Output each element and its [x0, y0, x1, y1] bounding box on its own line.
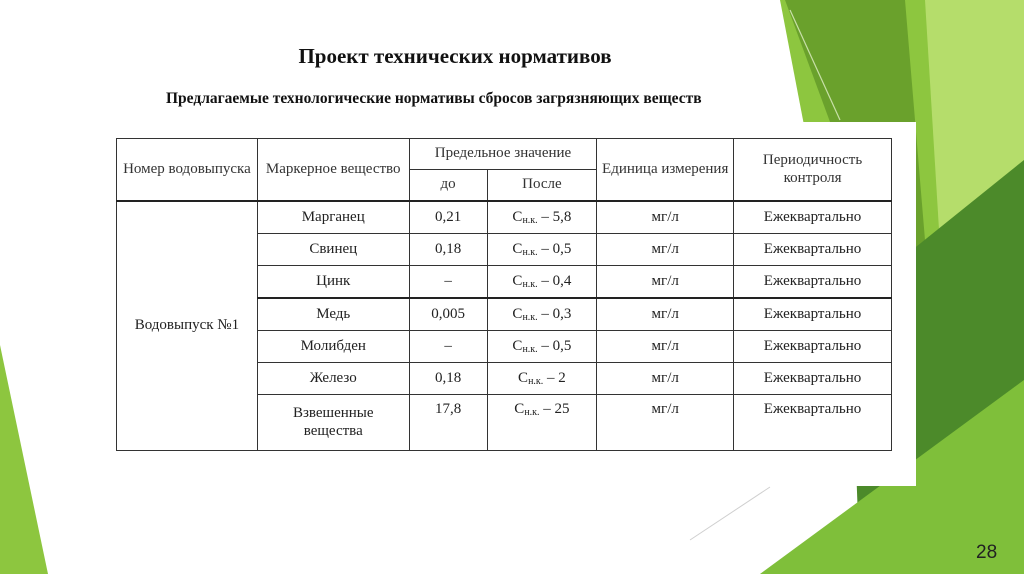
- unit-cell: мг/л: [597, 363, 734, 395]
- substance-cell: Железо: [257, 363, 409, 395]
- page-number: 28: [976, 542, 998, 563]
- substance-cell: Медь: [257, 298, 409, 331]
- after-value: – 0,5: [537, 240, 572, 257]
- after-cell: [487, 234, 597, 266]
- period-cell: Ежеквартально: [734, 395, 892, 451]
- after-prefix: С: [512, 240, 523, 257]
- period-cell: Ежеквартально: [734, 331, 892, 363]
- header-limit-after: После: [487, 170, 597, 202]
- after-subscript: н.к.: [524, 407, 540, 418]
- after-subscript: н.к.: [522, 278, 538, 290]
- substance-cell: Молибден: [257, 331, 409, 363]
- after-cell: [487, 363, 597, 395]
- before-cell: –: [409, 266, 487, 299]
- standards-table: [116, 138, 892, 451]
- after-prefix: С: [518, 369, 529, 386]
- after-value: – 0,3: [537, 305, 572, 322]
- after-value: – 5,8: [537, 208, 572, 225]
- period-cell: Ежеквартально: [734, 201, 892, 234]
- period-cell: Ежеквартально: [734, 298, 892, 331]
- header-unit: Единица измерения: [597, 139, 734, 202]
- substance-cell: Свинец: [257, 234, 409, 266]
- before-cell: –: [409, 331, 487, 363]
- header-substance: Маркерное вещество: [257, 139, 409, 202]
- before-cell: 17,8: [409, 395, 487, 451]
- after-cell: [487, 266, 597, 299]
- after-prefix: С: [512, 305, 523, 322]
- after-value: – 25: [539, 401, 570, 417]
- before-cell: 0,18: [409, 363, 487, 395]
- period-cell: Ежеквартально: [734, 363, 892, 395]
- substance-cell: Цинк: [257, 266, 409, 299]
- period-cell: Ежеквартально: [734, 266, 892, 299]
- unit-cell: мг/л: [597, 331, 734, 363]
- period-cell: Ежеквартально: [734, 234, 892, 266]
- after-subscript: н.к.: [522, 343, 538, 355]
- after-subscript: н.к.: [522, 214, 538, 226]
- header-period: Периодичность контроля: [734, 139, 892, 202]
- after-prefix: С: [514, 401, 525, 417]
- outlet-cell: Водовыпуск №1: [117, 201, 258, 451]
- before-cell: 0,005: [409, 298, 487, 331]
- after-cell: [487, 395, 597, 451]
- after-cell: [487, 298, 597, 331]
- green-shape-bottom-left: [0, 345, 48, 574]
- unit-cell: мг/л: [597, 395, 734, 451]
- substance-cell: Марганец: [257, 201, 409, 234]
- header-outlet: Номер водовыпуска: [117, 139, 258, 202]
- after-subscript: н.к.: [522, 311, 538, 323]
- after-prefix: С: [512, 208, 523, 225]
- after-value: – 0,4: [537, 272, 572, 289]
- unit-cell: мг/л: [597, 234, 734, 266]
- header-limit: Предельное значение: [409, 139, 597, 170]
- unit-cell: мг/л: [597, 266, 734, 299]
- thin-line-2: [690, 487, 770, 540]
- unit-cell: мг/л: [597, 201, 734, 234]
- after-prefix: С: [512, 272, 523, 289]
- after-cell: [487, 201, 597, 234]
- substance-cell: Взвешенные вещества: [257, 395, 409, 451]
- after-subscript: н.к.: [522, 246, 538, 258]
- unit-cell: мг/л: [597, 298, 734, 331]
- header-limit-before: до: [409, 170, 487, 202]
- after-cell: [487, 331, 597, 363]
- after-prefix: С: [512, 337, 523, 354]
- after-subscript: н.к.: [528, 375, 544, 387]
- slide-subtitle: Предлагаемые технологические нормативы сбросов загрязняющих веществ: [166, 90, 702, 107]
- slide-title: Проект технических нормативов: [298, 44, 612, 68]
- after-value: – 2: [543, 369, 566, 386]
- after-value: – 0,5: [537, 337, 572, 354]
- before-cell: 0,18: [409, 234, 487, 266]
- table-row: [117, 201, 892, 234]
- before-cell: 0,21: [409, 201, 487, 234]
